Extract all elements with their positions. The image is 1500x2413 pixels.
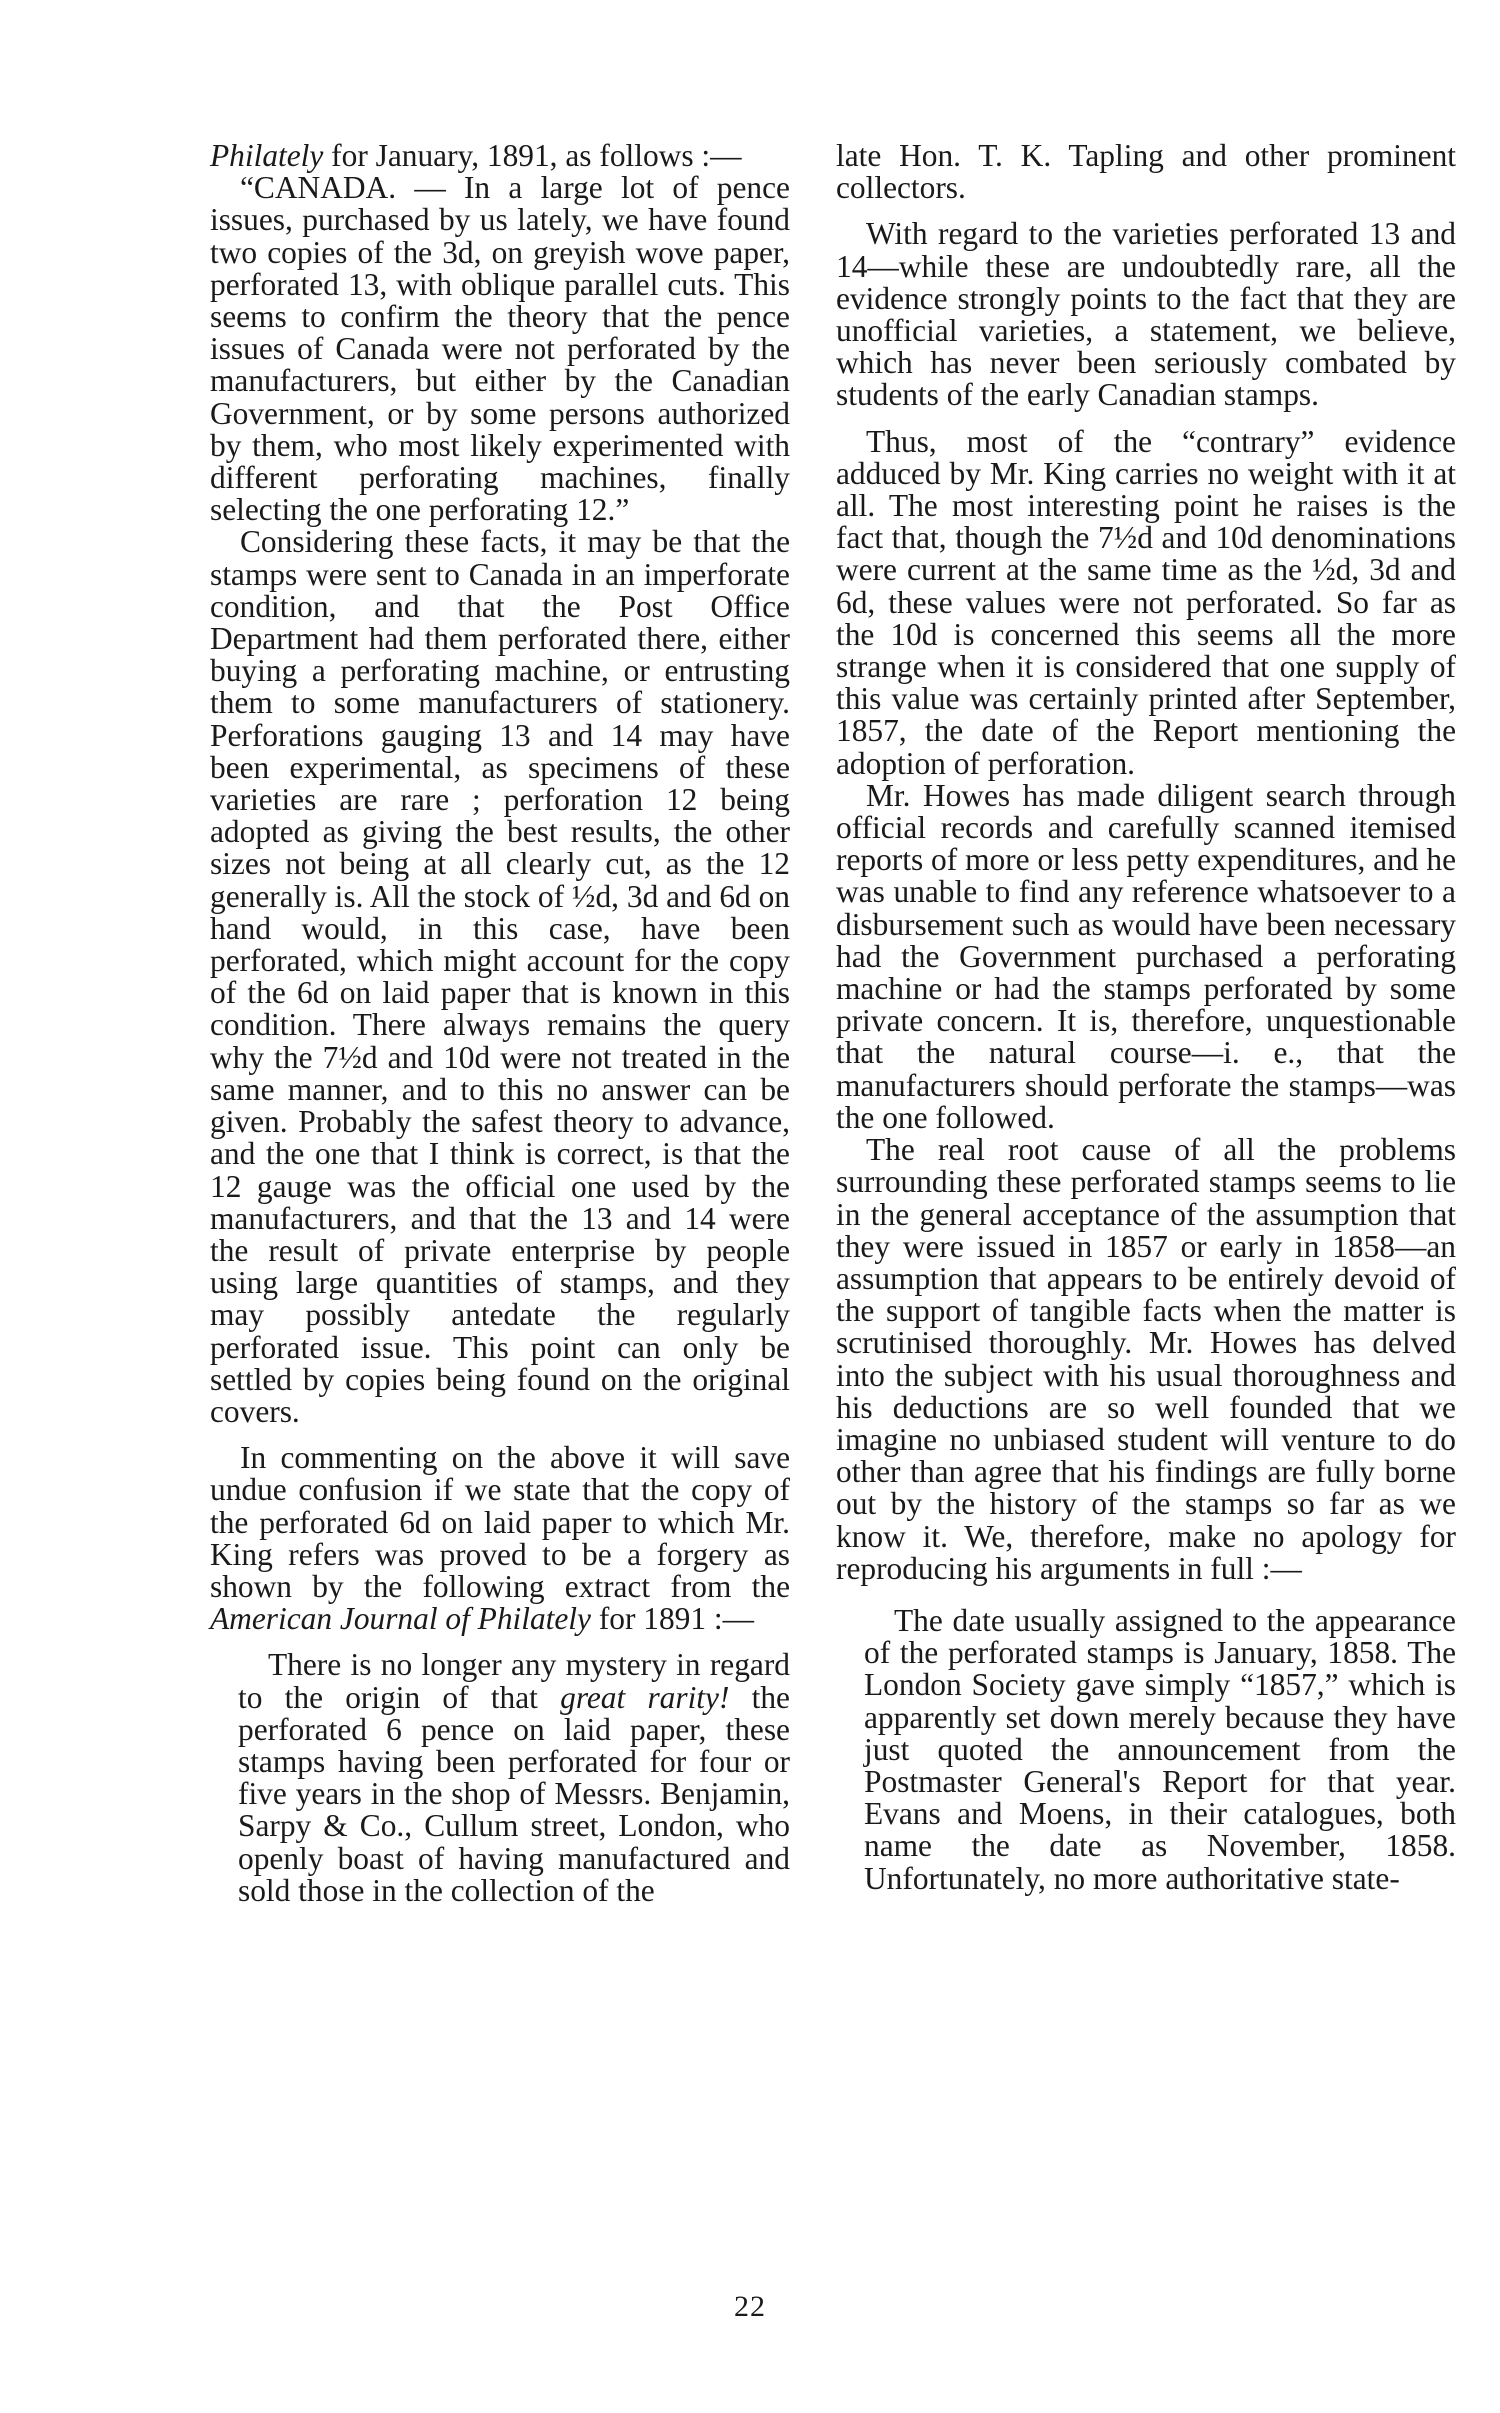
left-column: [210, 140, 790, 1907]
paragraph-continuation: late Hon. T. K. Tapling and other prominent collectors.: [836, 138, 1456, 206]
paragraph-root-cause: The real root cause of all the problems surrounding these perforated stamps seems to lie in the general acceptance of the assumption that they were issued in 1857 or early in 1858—an assumption that appears to be entirely devoid of the support of tangible facts when the matter is scrutinised thoroughly. Mr. Howes has delved into the subject with his usual thoroughness and his deductions are so well founded that we imagine no unbiased student will venture to do other than agree that his findings are fully borne out by the history of the stamps so far as we know it. We, therefore, make no apology for reproducing his arguments in full :—: [836, 1132, 1456, 1586]
right-column: [836, 140, 1456, 1895]
paragraph-commenting: In commenting on the above it will save undue confusion if we state that the copy of the perforated 6d on laid paper to which Mr. King refers was proved to be a forgery as shown by the following extract from the American Journal of Philately for 1891 :—: [210, 1440, 790, 1637]
journal-title-italic: Philately: [210, 138, 324, 173]
paragraph-contrary-evidence: Thus, most of the “contrary” evidence adduced by Mr. King carries no weight with it at all. The most interesting point he raises is the fact that, though the 7½d and 10d denominations were current at the same time as the ½d, 3d and 6d, these values were not perforated. So far as the 10d is concerned this seems all the more strange when it is considered that one supply of this value was certainly printed after September, 1857, the date of the Report mentioning the adoption of perforation.: [836, 423, 1456, 781]
paragraph-varieties: With regard to the varieties perforated 13 and 14—while these are undoubtedly rare, all the evidence strongly points to the fact that they are unofficial varieties, a statement, we believe, which has never been seriously combated by students of the early Canadian stamps.: [836, 216, 1456, 413]
paragraph-considering: Considering these facts, it may be that the stamps were sent to Canada in an imperforate condition, and that the Post Office Department had them perforated there, either buying a perforating machine, or entrusting them to some manufacturers of stationery. Perforations gauging 13 and 14 may have been experimental, as specimens of these varieties are rare ; perforation 12 being adopted as giving the best results, the other sizes not being at all clearly cut, as the 12 generally is. All the stock of ½d, 3d and 6d on hand would, in this case, have been perforated, which might account for the copy of the 6d on laid paper that is known in this condition. There always remains the query why the 7½d and 10d were not treated in the same manner, and to this no answer can be given. Probably the safest theory to advance, and the one that I think is correct, is that the 12 gauge was the official one used by the manufacturers, and that the 13 and 14 were the result of private enterprise by people using large quantities of stamps, and they may possibly antedate the regularly perforated issue. This point can only be settled by copies being found on the original covers.: [210, 524, 790, 1429]
paragraph-canada-quote: “CANADA. — In a large lot of pence issues, purchased by us lately, we have found two copies of the 3d, on greyish wove paper, perforated 13, with oblique parallel cuts. This seems to confirm the theory that the pence issues of Canada were not perforated by the manufacturers, but either by the Canadian Government, or by some persons authorized by them, who most likely experimented with different perforating machines, finally selecting the one perforating 12.”: [210, 170, 790, 528]
emphasis-italic: great rarity!: [560, 1679, 730, 1715]
paragraph-howes-search: Mr. Howes has made diligent search through official records and carefully scanned itemised reports of more or less petty expenditures, and he was unable to find any reference whatsoever to a disbursement such as would have been necessary had the Government purchased a perforating machine or had the stamps perforated by some private concern. It is, therefore, unquestionable that the natural course—i. e., that the manufacturers should perforate the stamps—was the one followed.: [836, 777, 1456, 1135]
paragraph-ajp-quote: There is no longer any mystery in regard to the origin of that great rarity! the perforated 6 pence on laid paper, these stamps having been perforated for four or five years in the shop of Messrs. Benjamin, Sarpy & Co., Cullum street, London, who openly boast of having manufactured and sold those in the collection of the: [238, 1647, 790, 1908]
page-number: 22: [734, 2290, 766, 2323]
paragraph-howes-quote: The date usually assigned to the appearance of the perforated stamps is January, 1858. The London Society gave simply “1857,” which is apparently set down merely because they have just quoted the announcement from the Postmaster General's Report for that year. Evans and Moens, in their catalogues, both name the date as November, 1858. Unfortunately, no more authoritative state-: [864, 1602, 1456, 1896]
journal-title-italic: American Journal of Philately: [210, 1601, 591, 1637]
paragraph-intro: Philately for January, 1891, as follows :—: [210, 138, 742, 173]
